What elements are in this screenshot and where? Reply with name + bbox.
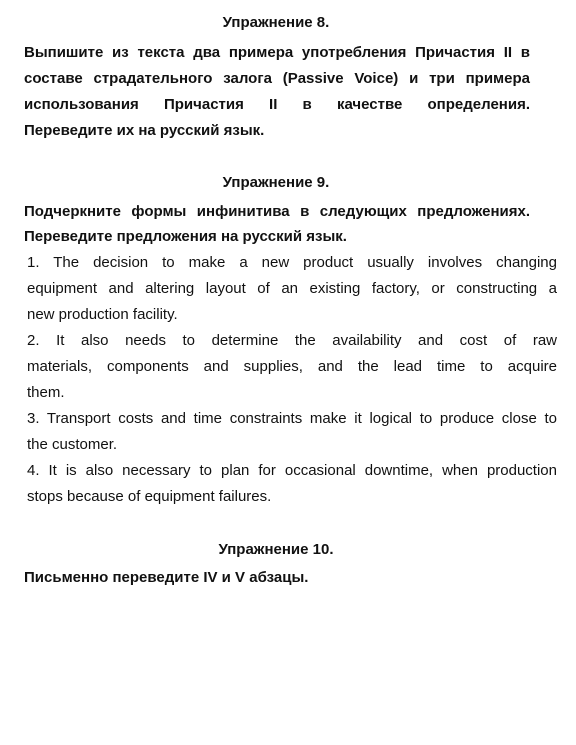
exercise-8-line: Выпишите из текста два примера употребления Причастия II в (24, 44, 530, 61)
sentence-line: stops because of equipment failures. (27, 488, 272, 505)
list-item (27, 328, 557, 406)
exercise-8-instruction (24, 40, 530, 144)
sentence-line: equipment and altering layout of an existing factory, or constructing a (27, 280, 557, 297)
sentence-line: 2. It also needs to determine the availability and cost of raw (27, 332, 557, 349)
sentence-line: 1. The decision to make a new product usually involves changing (27, 254, 557, 271)
list-item (27, 458, 557, 510)
list-item (27, 406, 557, 458)
exercise-8-line: составе страдательного залога (Passive Voice) и три примера (24, 70, 530, 87)
sentence-line: 3. Transport costs and time constraints make it logical to produce close to (27, 410, 557, 427)
exercise-9-instruction-line: Подчеркните формы инфинитива в следующих предложениях. (24, 203, 530, 220)
exercise-8-line: использования Причастия II в качестве определения. (24, 96, 530, 113)
exercise-9-sentence-list (27, 250, 557, 510)
exercise-9-instruction (24, 199, 530, 249)
sentence-line: 4. It is also necessary to plan for occasional downtime, when production (27, 462, 557, 479)
exercise-10-title: Упражнение 10. (218, 541, 334, 558)
exercise-8-line: Переведите их на русский язык. (24, 122, 265, 139)
sentence-line: new production facility. (27, 306, 178, 323)
sentence-line: the customer. (27, 436, 118, 453)
exercise-8-title: Упражнение 8. (222, 14, 330, 31)
exercise-9-instruction-line: Переведите предложения на русский язык. (24, 228, 347, 245)
exercise-9-title: Упражнение 9. (222, 174, 330, 191)
sentence-line: them. (27, 384, 65, 401)
list-item (27, 250, 557, 328)
sentence-line: materials, components and supplies, and the lead time to acquire (27, 358, 557, 375)
exercise-10-instruction: Письменно переведите IV и V абзацы. (24, 569, 309, 586)
